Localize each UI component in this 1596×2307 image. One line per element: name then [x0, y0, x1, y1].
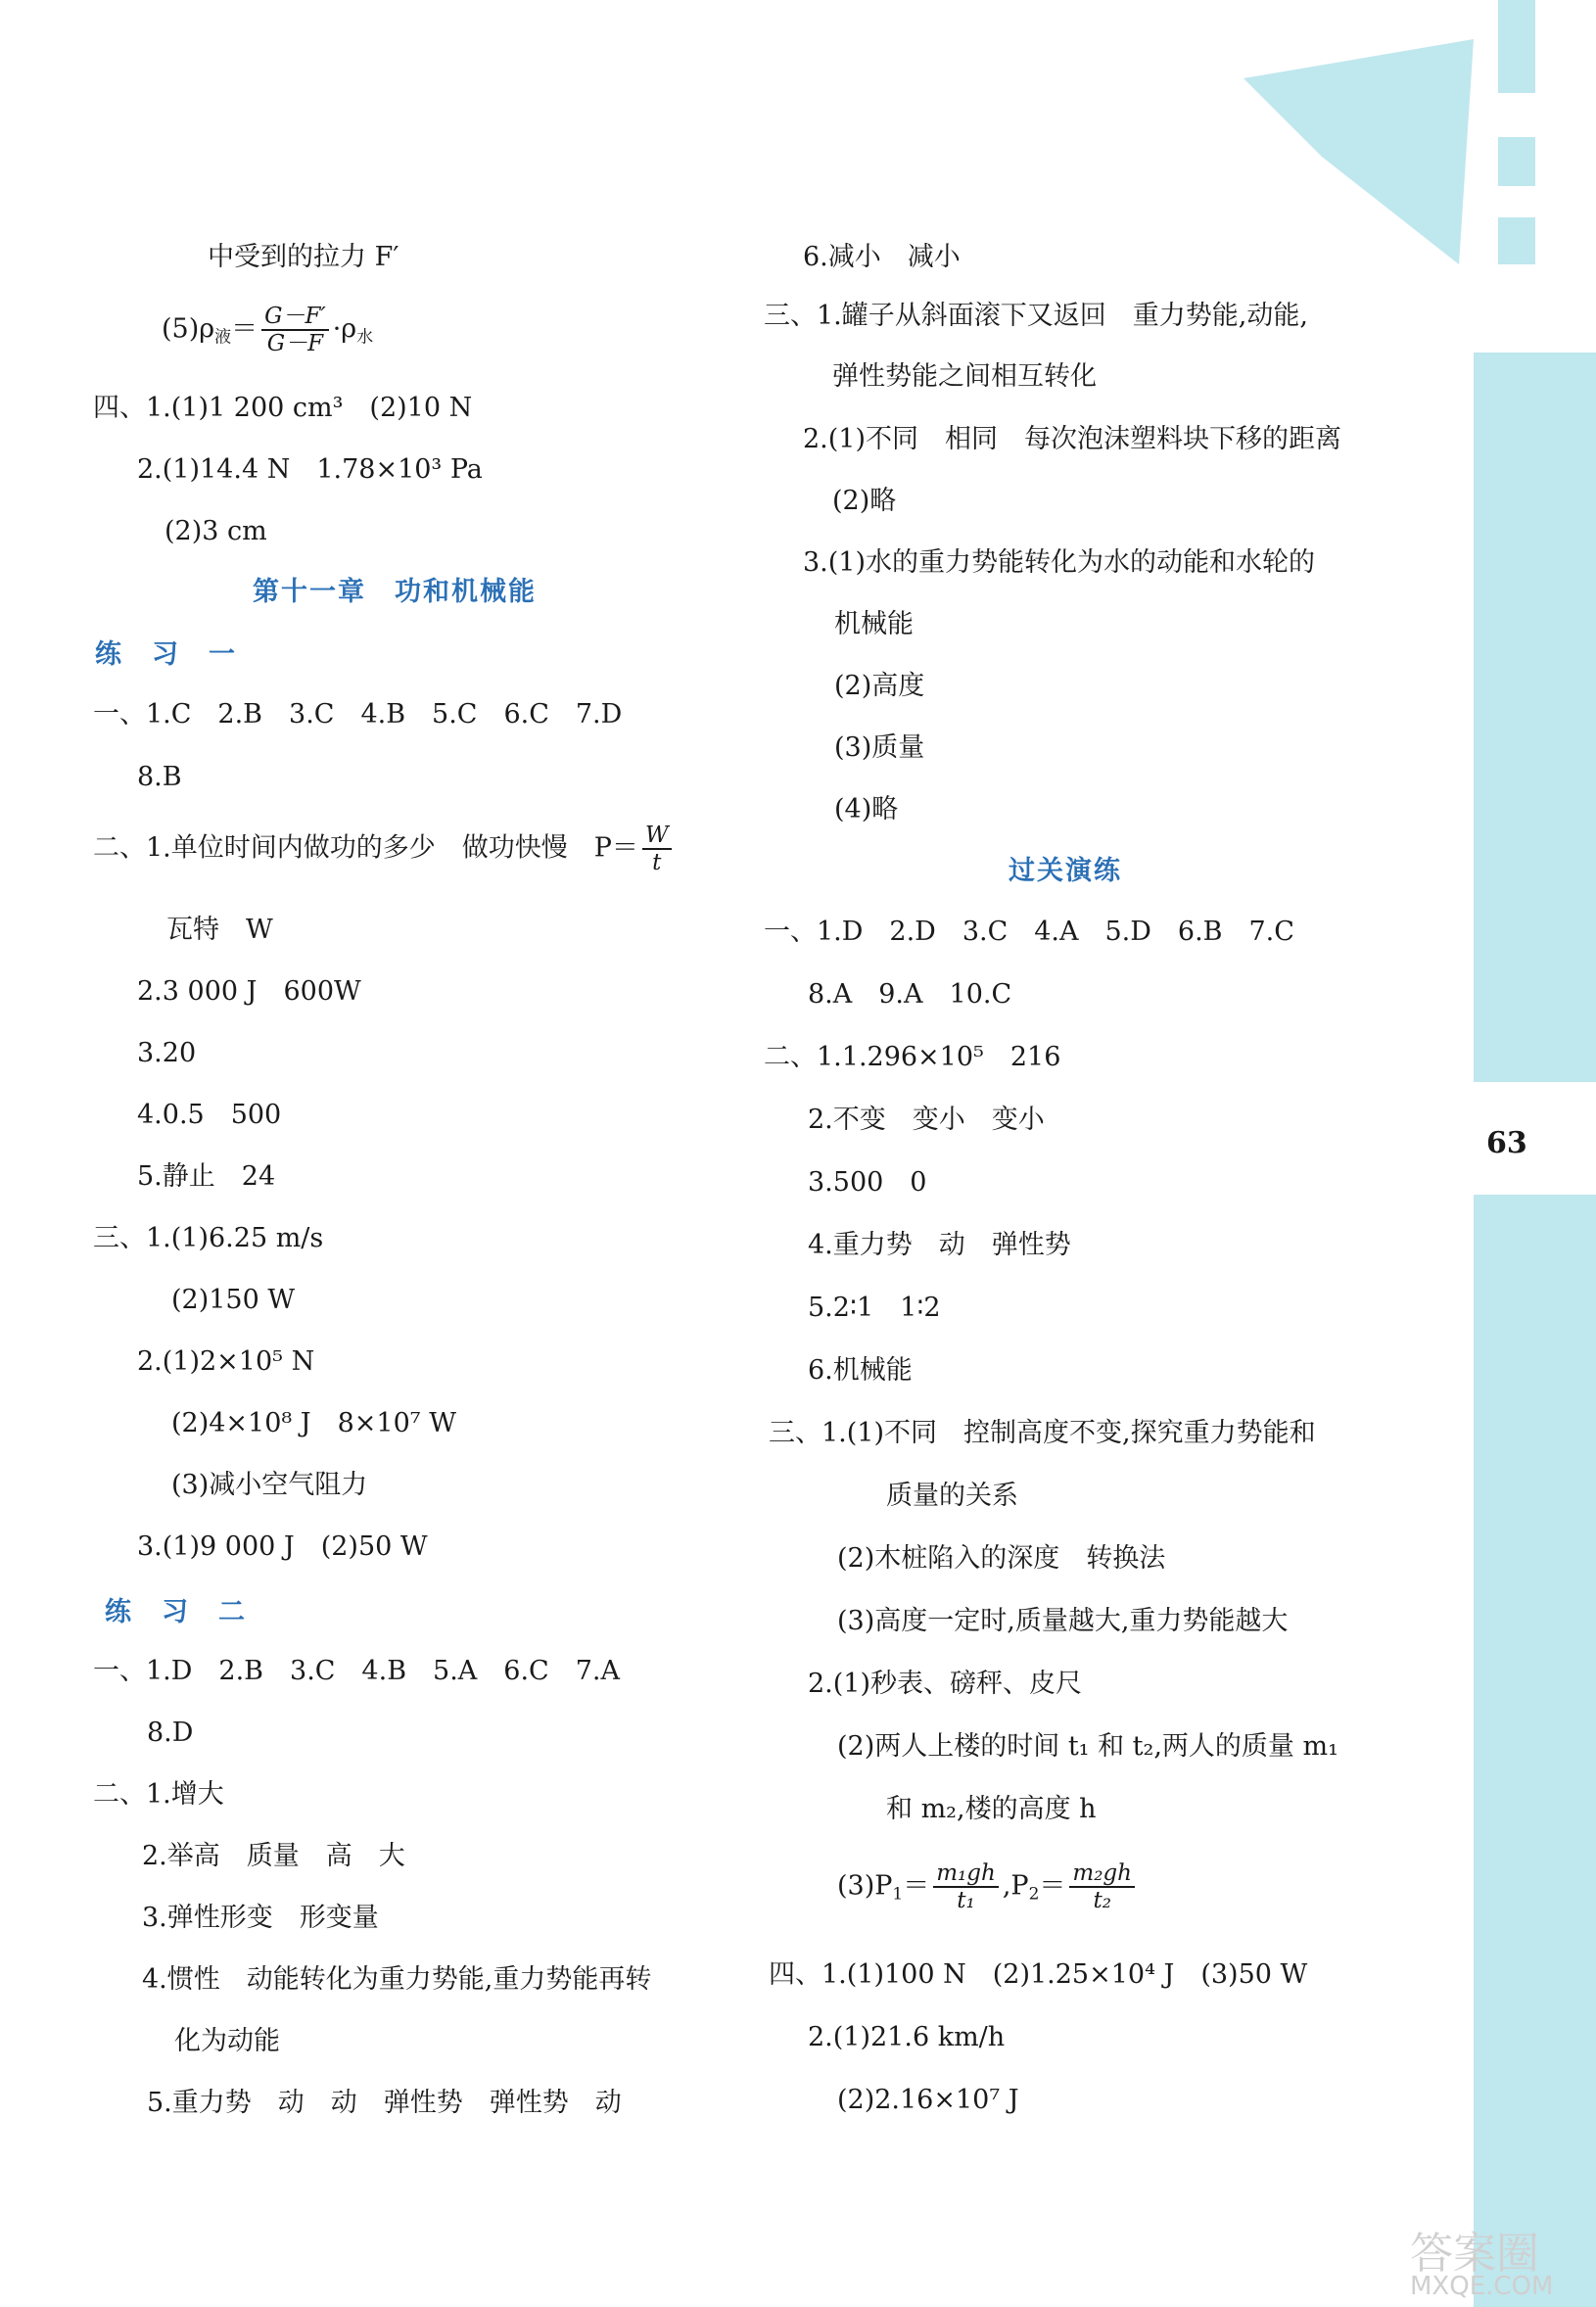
answer-line: 2.(1)14.4 N 1.78×10³ Pa — [137, 454, 483, 485]
answer-line: 5.2∶1 1∶2 — [808, 1293, 941, 1323]
side-bar-main-lower — [1474, 1195, 1596, 2307]
answer-line: (2)150 W — [171, 1285, 296, 1315]
answer-line: (3)质量 — [834, 732, 925, 763]
answer-line: 3.(1)水的重力势能转化为水的动能和水轮的 — [803, 547, 1316, 578]
answer-line: 质量的关系 — [886, 1481, 1018, 1511]
section-heading: 过关演练 — [1009, 856, 1122, 886]
answer-line: 三、1.(1)不同 控制高度不变,探究重力势能和 — [769, 1418, 1316, 1448]
section-heading: 练 习 一 — [95, 639, 237, 670]
answer-line: 中受到的拉力 F′ — [208, 242, 399, 272]
answer-line: 三、1.罐子从斜面滚下又返回 重力势能,动能, — [764, 301, 1308, 331]
answer-line: 瓦特 W — [166, 915, 273, 945]
power-formula-line: 二、1.单位时间内做功的多少 做功快慢 P＝ $\frac{W}{t}$ — [93, 823, 676, 875]
side-bar-main-upper — [1474, 353, 1596, 1082]
answer-line: 和 m₂,楼的高度 h — [886, 1794, 1097, 1824]
answer-line: 2.(1)21.6 km/h — [808, 2022, 1006, 2052]
answer-line: 化为动能 — [174, 2026, 280, 2056]
answer-line: 2.举高 质量 高 大 — [142, 1841, 405, 1871]
answer-line: 2.3 000 J 600W — [137, 976, 361, 1007]
answer-line: 四、1.(1)1 200 cm³ (2)10 N — [93, 393, 473, 423]
answer-line: 3.弹性形变 形变量 — [142, 1903, 379, 1933]
watermark-url: MXQE.COM — [1410, 2272, 1554, 2301]
kite-decoration — [1234, 39, 1508, 274]
answer-line: 2.(1)秒表、磅秤、皮尺 — [808, 1669, 1083, 1699]
answer-line: 3.(1)9 000 J (2)50 W — [137, 1531, 428, 1562]
answer-line: 8.D — [147, 1718, 194, 1748]
answer-line: 一、1.C 2.B 3.C 4.B 5.C 6.C 7.D — [93, 699, 623, 730]
answer-line: (2)两人上楼的时间 t₁ 和 t₂,两人的质量 m₁ — [837, 1731, 1338, 1762]
answer-line: 四、1.(1)100 N (2)1.25×10⁴ J (3)50 W — [769, 1959, 1308, 1990]
answer-line: 2.(1)不同 相同 每次泡沫塑料块下移的距离 — [803, 424, 1342, 454]
chapter-heading: 第十一章 功和机械能 — [253, 577, 537, 607]
answer-line: 8.B — [137, 762, 182, 792]
answer-line: 3.20 — [137, 1038, 197, 1068]
answer-line: (3)高度一定时,质量越大,重力势能越大 — [837, 1606, 1289, 1636]
answer-line: 4.0.5 500 — [137, 1100, 282, 1130]
answer-line: 6.机械能 — [808, 1355, 913, 1386]
page-number: 63 — [1486, 1126, 1527, 1160]
answer-line: 4.惯性 动能转化为重力势能,重力势能再转 — [142, 1964, 652, 1995]
answer-line: 8.A 9.A 10.C — [808, 979, 1012, 1010]
answer-line: 三、1.(1)6.25 m/s — [93, 1223, 324, 1253]
answer-line: 二、1.1.296×10⁵ 216 — [764, 1042, 1061, 1072]
answer-line: 6.减小 减小 — [803, 242, 961, 272]
answer-line: (2)高度 — [834, 671, 925, 701]
watermark-logo: 答案圈 — [1410, 2229, 1539, 2279]
answer-line: 机械能 — [834, 609, 914, 639]
answer-line: 2.不变 变小 变小 — [808, 1105, 1045, 1135]
density-formula: $(5)\rho_液=$ $\frac{G-F'}{G-F}$ $\cdot\rho_水$ — [162, 304, 374, 356]
answer-line: 4.重力势 动 弹性势 — [808, 1230, 1071, 1260]
answer-line: (2)3 cm — [164, 516, 267, 546]
answer-line: (4)略 — [834, 794, 899, 824]
power-ratio-formula: $(3)P_1=$ $\frac{\text{m₁gh}}{\text{t₁}}$ $,P_2=$ $\frac{\text{m₂gh}}{\text{t₂}}$ — [837, 1860, 1139, 1913]
answer-line: 一、1.D 2.D 3.C 4.A 5.D 6.B 7.C — [764, 917, 1294, 947]
answer-line: 5.静止 24 — [137, 1161, 276, 1192]
answer-line: 二、1.增大 — [93, 1779, 224, 1810]
answer-line: (3)减小空气阻力 — [171, 1470, 368, 1500]
answer-line: 2.(1)2×10⁵ N — [137, 1346, 315, 1377]
answer-line: (2)木桩陷入的深度 转换法 — [837, 1543, 1166, 1574]
answer-line: (2)略 — [832, 486, 897, 516]
answer-line: 一、1.D 2.B 3.C 4.B 5.A 6.C 7.A — [93, 1656, 620, 1686]
answer-line: (2)4×10⁸ J 8×10⁷ W — [171, 1408, 456, 1438]
section-heading: 练 习 二 — [105, 1597, 247, 1627]
answer-line: 3.500 0 — [808, 1167, 927, 1198]
answer-line: (2)2.16×10⁷ J — [837, 2085, 1019, 2115]
answer-line: 5.重力势 动 动 弹性势 弹性势 动 — [147, 2088, 622, 2118]
answer-line: 弹性势能之间相互转化 — [832, 361, 1097, 392]
